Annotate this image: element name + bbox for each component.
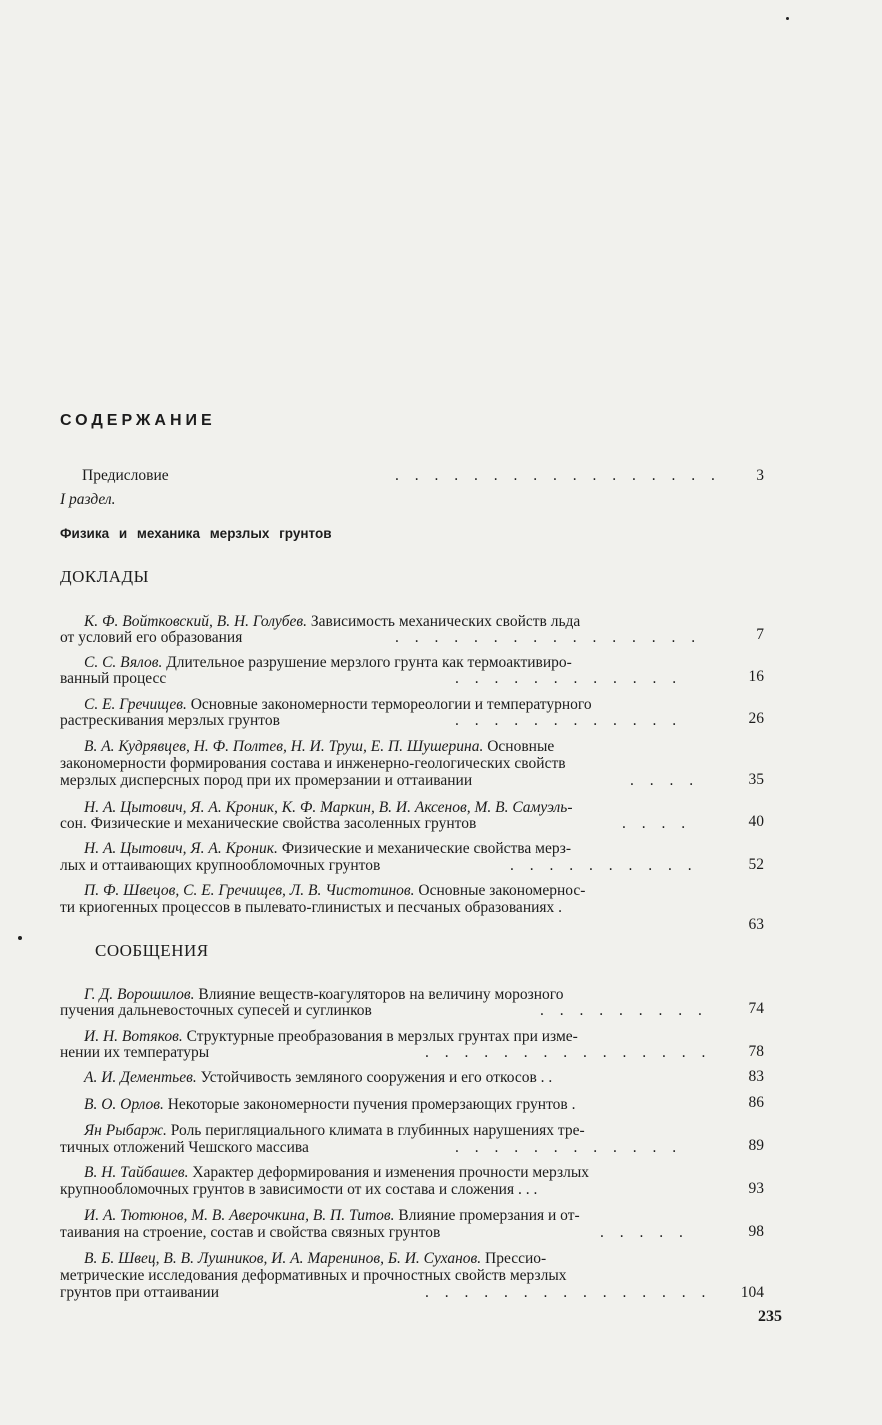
page-number: 16	[748, 668, 764, 685]
messages-heading: СООБЩЕНИЯ	[95, 941, 209, 960]
entry-title: Влияние промерзания и от-	[394, 1207, 580, 1224]
page-number: 7	[756, 626, 764, 643]
entry-title-cont: грунтов при оттаивании	[60, 1284, 220, 1301]
page-number: 104	[740, 1284, 764, 1301]
dot-leader: . . . . . . . . . . . . . . . . .	[395, 467, 721, 484]
dot-leader: . . . . . . . . . . . . . . .	[425, 1044, 712, 1061]
entry-title: Основные закономернос-	[414, 882, 586, 899]
page-number: 63	[748, 916, 764, 933]
entry-title-cont: лых и оттаивающих крупнообломочных грунтов	[60, 857, 381, 874]
toc-entry-line	[84, 1250, 546, 1267]
toc-entry-line	[84, 840, 571, 857]
reports-heading: ДОКЛАДЫ	[60, 567, 149, 586]
toc-entry-line	[84, 1096, 575, 1113]
print-speck	[786, 17, 789, 20]
toc-entry-line	[84, 696, 592, 713]
page-number: 40	[748, 813, 764, 830]
entry-authors: Н. А. Цытович, Я. А. Кроник, К. Ф. Маркин, В. И. Аксенов, М. В. Самуэль-	[84, 799, 573, 816]
entry-title: Основные закономерности термореологии и температурного	[186, 696, 592, 713]
entry-title-cont: ванный процесс	[60, 670, 167, 687]
entry-title: Роль перигляциального климата в глубинных нарушениях тре-	[166, 1122, 585, 1139]
entry-authors: И. А. Тютюнов, М. В. Аверочкина, В. П. Титов.	[84, 1207, 395, 1224]
entry-title-cont: крупнообломочных грунтов в зависимости от их состава и сложения . . .	[60, 1181, 538, 1198]
entry-title: Характер деформирования и изменения прочности мерзлых	[188, 1164, 590, 1181]
entry-title-cont: тичных отложений Чешского массива	[60, 1139, 309, 1156]
toc-entry-line	[84, 654, 572, 671]
page-number: 89	[748, 1137, 764, 1154]
entry-title: Длительное разрушение мерзлого грунта как термоактивиро-	[162, 654, 572, 671]
preface-label: Предисловие	[82, 467, 169, 484]
entry-authors: К. Ф. Войтковский, В. Н. Голубев.	[84, 613, 307, 630]
dot-leader: . . . . . . . . .	[540, 1002, 708, 1019]
entry-title-cont: нении их температуры	[60, 1044, 210, 1061]
entry-title-cont: от условий его образования	[60, 629, 243, 646]
entry-title: Влияние веществ-коагуляторов на величину морозного	[194, 986, 564, 1003]
toc-entry-line	[84, 1207, 580, 1224]
dot-leader: . . . . . . . . . .	[510, 857, 698, 874]
dot-leader: . . . .	[622, 815, 692, 832]
page-number: 74	[748, 1000, 764, 1017]
page-number: 98	[748, 1223, 764, 1240]
entry-title: Устойчивость земляного сооружения и его откосов . .	[196, 1069, 553, 1086]
print-speck	[18, 936, 22, 940]
entry-title-cont: таивания на строение, состав и свойства связных грунтов	[60, 1224, 441, 1241]
entry-title-cont: закономерности формирования состава и инженерно-геологических свойств	[60, 755, 566, 772]
toc-entry-line	[84, 1122, 585, 1139]
dot-leader: . . . .	[630, 772, 700, 789]
page-number: 52	[748, 856, 764, 873]
entry-authors: Г. Д. Ворошилов.	[84, 986, 195, 1003]
dot-leader: . . . . . . . . . . . .	[455, 670, 683, 687]
entry-authors: В. О. Орлов.	[84, 1096, 164, 1113]
toc-entry-line	[84, 1164, 589, 1181]
page-number: 3	[756, 467, 764, 484]
entry-authors: Н. А. Цытович, Я. А. Кроник.	[84, 840, 278, 857]
page-number: 83	[748, 1068, 764, 1085]
toc-entry-line	[84, 613, 580, 630]
entry-title-cont: сон. Физические и механические свойства засоленных грунтов	[60, 815, 477, 832]
entry-title: Прессио-	[481, 1250, 547, 1267]
toc-entry-line	[84, 1028, 578, 1045]
entry-title-cont: метрические исследования деформативных и прочностных свойств мерзлых	[60, 1267, 567, 1284]
folio-page-number: 235	[758, 1308, 782, 1325]
dot-leader: . . . . .	[600, 1224, 689, 1241]
part-label: I раздел.	[60, 491, 116, 508]
entry-authors: П. Ф. Швецов, С. Е. Гречищев, Л. В. Чистотинов.	[84, 882, 415, 899]
dot-leader: . . . . . . . . . . . .	[455, 1139, 683, 1156]
entry-title-cont: мерзлых дисперсных пород при их промерзании и оттаивании	[60, 772, 473, 789]
dot-leader: . . . . . . . . . . . . . . . .	[395, 629, 702, 646]
entry-authors: И. Н. Вотяков.	[84, 1028, 183, 1045]
entry-title: Некоторые закономерности пучения промерзающих грунтов .	[163, 1096, 576, 1113]
toc-heading: СОДЕРЖАНИЕ	[60, 412, 216, 429]
toc-entry-line	[84, 738, 554, 755]
page-number: 35	[748, 771, 764, 788]
entry-authors: В. Н. Тайбашев.	[84, 1164, 189, 1181]
entry-title-cont: ти криогенных процессов в пылевато-глинистых и песчаных образованиях .	[60, 899, 563, 916]
page-number: 93	[748, 1180, 764, 1197]
entry-authors: В. А. Кудрявцев, Н. Ф. Полтев, Н. И. Труш, Е. П. Шушерина.	[84, 738, 484, 755]
entry-title: Основные	[483, 738, 555, 755]
entry-authors: С. С. Вялов.	[84, 654, 163, 671]
dot-leader: . . . . . . . . . . . .	[455, 712, 683, 729]
entry-title-cont: пучения дальневосточных супесей и суглинков	[60, 1002, 372, 1019]
entry-authors: Ян Рыбарж.	[84, 1122, 167, 1139]
page-number: 78	[748, 1043, 764, 1060]
entry-title: Зависимость механических свойств льда	[307, 613, 581, 630]
dot-leader: . . . . . . . . . . . . . . .	[425, 1284, 712, 1301]
entry-title: Структурные преобразования в мерзлых грунтах при изме-	[182, 1028, 578, 1045]
page-number: 86	[748, 1094, 764, 1111]
entry-title-cont: растрескивания мерзлых грунтов	[60, 712, 280, 729]
part-title: Физика и механика мерзлых грунтов	[60, 526, 332, 541]
toc-entry-line	[84, 882, 585, 899]
entry-title: Физические и механические свойства мерз-	[277, 840, 572, 857]
toc-entry-line	[84, 986, 563, 1003]
entry-authors: А. И. Дементьев.	[84, 1069, 197, 1086]
page-number: 26	[748, 710, 764, 727]
toc-entry-line	[84, 1069, 552, 1086]
entry-authors: С. Е. Гречищев.	[84, 696, 187, 713]
entry-authors: В. Б. Швец, В. В. Лушников, И. А. Маренинов, Б. И. Суханов.	[84, 1250, 482, 1267]
